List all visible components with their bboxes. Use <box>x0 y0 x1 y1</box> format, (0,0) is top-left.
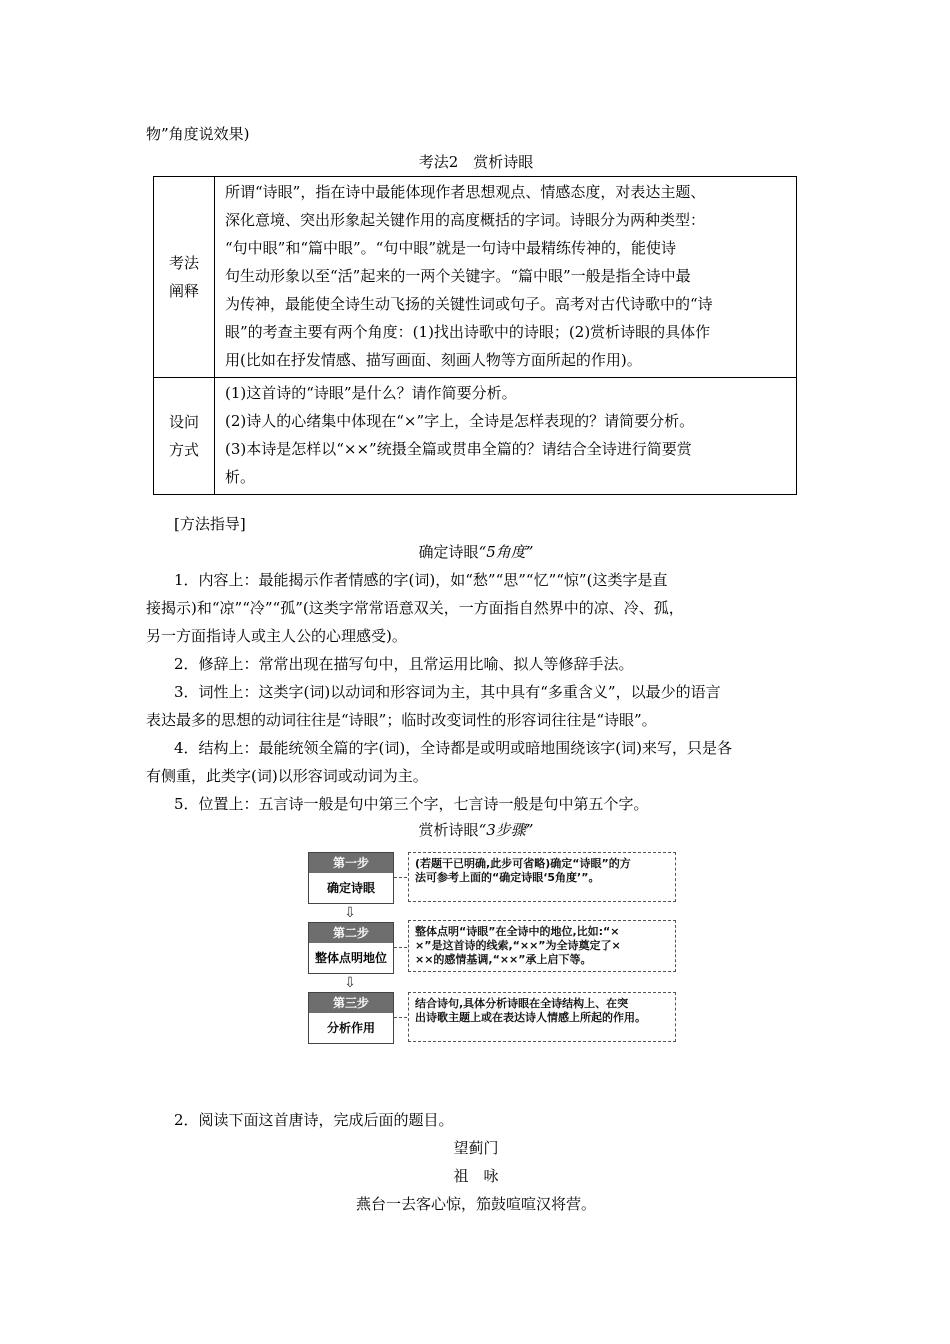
question-text: 2．阅读下面这首唐诗，完成后面的题目。 <box>174 1111 454 1129</box>
angle-line: 表达最多的思想的动词往往是“诗眼”；临时改变词性的形容词往往是“诗眼”。 <box>146 711 657 729</box>
angles-title <box>146 542 806 562</box>
angle-item-2 <box>146 650 806 678</box>
note-line: 出诗歌主题上或在表达诗人情感上所起的作用。 <box>415 1011 646 1024</box>
step-3-note <box>408 992 676 1042</box>
note-line: (若题干已明确,此步可省略)确定“诗眼”的方 <box>415 857 631 870</box>
step-1-connector <box>394 877 407 878</box>
step-2-connector <box>394 947 407 948</box>
table-row-explain <box>154 177 797 378</box>
step-1-note <box>408 852 676 902</box>
poem-title: 望蓟门 <box>453 1139 499 1157</box>
ask-label-line: 方式 <box>168 441 199 459</box>
angle-line: 接揭示)和“凉”“冷”“孤”(这类字常常语意双关，一方面指自然界中的凉、冷、孤， <box>146 599 684 617</box>
down-arrow-icon: ⇩ <box>344 975 356 991</box>
section-title: 考法2 赏析诗眼 <box>418 153 534 171</box>
step-2-head: 第二步 <box>309 923 393 943</box>
method-heading: [方法指导] <box>174 515 246 533</box>
step-2-note <box>408 920 676 972</box>
angle-line: 1．内容上：最能揭示作者情感的字(词)，如“愁”“思”“忆”“惊”(这类字是直 <box>174 571 668 589</box>
angle-line: 4．结构上：最能统领全篇的字(词)，全诗都是或明或暗地围绕该字(词)来写，只是各 <box>174 739 732 757</box>
angle-item-5 <box>146 790 806 818</box>
explain-line: 眼”的考查主要有两个角度：(1)找出诗歌中的诗眼；(2)赏析诗眼的具体作 <box>225 323 711 341</box>
ask-content <box>215 378 797 495</box>
explain-line: 用(比如在抒发情感、描写画面、刻画人物等方面所起的作用)。 <box>225 351 642 369</box>
explain-line: 句生动形象以至“活”起来的一两个关键字。“篇中眼”一般是指全诗中最 <box>225 267 691 285</box>
angle-item-4 <box>146 734 806 790</box>
explain-label-line: 考法 <box>168 254 199 272</box>
angles-title-prefix: 确定诗眼 <box>418 543 479 561</box>
step-3-box <box>308 992 394 1044</box>
ask-label <box>154 378 215 495</box>
note-line: ×”是这首诗的线索,“××”为全诗奠定了× <box>415 939 621 952</box>
ask-line: 析。 <box>225 468 256 486</box>
note-line: ××的感情基调,“××”承上启下等。 <box>415 953 592 966</box>
angle-line: 5．位置上：五言诗一般是句中第三个字，七言诗一般是句中第五个字。 <box>174 795 649 813</box>
method-table <box>153 176 797 495</box>
step-2-box <box>308 922 394 974</box>
explain-label-line: 阐释 <box>168 282 199 300</box>
continued-text: 物”角度说效果) <box>146 125 250 143</box>
angle-line: 3．词性上：这类字(词)以动词和形容词为主，其中具有“多重含义”，以最少的语言 <box>174 683 721 701</box>
explain-line: 深化意境、突出形象起关键作用的高度概括的字词。诗眼分为两种类型： <box>225 211 706 229</box>
step-1-body: 确定诗眼 <box>326 881 375 895</box>
step-3-head: 第三步 <box>309 993 393 1013</box>
note-line: 结合诗句,具体分析诗眼在全诗结构上、在突 <box>415 997 629 1010</box>
step-3-body: 分析作用 <box>326 1021 375 1035</box>
angle-line: 2．修辞上：常常出现在描写句中，且常运用比喻、拟人等修辞手法。 <box>174 655 634 673</box>
ask-label-line: 设问 <box>168 413 199 431</box>
angle-item-3 <box>146 678 806 734</box>
angles-title-suffix: “5角度” <box>478 543 534 561</box>
down-arrow-icon: ⇩ <box>344 905 356 921</box>
explain-content <box>215 177 797 378</box>
step-1-box <box>308 852 394 904</box>
step-3-connector <box>394 1017 407 1018</box>
angle-line: 有侧重，此类字(词)以形容词或动词为主。 <box>146 767 428 785</box>
explain-line: 所谓“诗眼”，指在诗中最能体现作者思想观点、情感态度，对表达主题、 <box>225 183 706 201</box>
poem-line: 燕台一去客心惊，笳鼓喧喧汉将营。 <box>355 1195 596 1213</box>
steps-title-suffix: “3步骤” <box>478 821 534 839</box>
step-2-body: 整体点明地位 <box>314 951 387 965</box>
note-line: 整体点明“诗眼”在全诗中的地位,比如:“× <box>415 925 620 938</box>
table-row-ask <box>154 378 797 495</box>
explain-line: 为传神，最能使全诗生动飞扬的关键性词或句子。高考对古代诗歌中的“诗 <box>225 295 713 313</box>
angle-item-1 <box>146 566 806 650</box>
ask-line: (2)诗人的心绪集中体现在“×”字上，全诗是怎样表现的？请简要分析。 <box>225 412 695 430</box>
angle-line: 另一方面指诗人或主人公的心理感受)。 <box>146 627 407 645</box>
steps-title-prefix: 赏析诗眼 <box>418 821 479 839</box>
ask-line: (3)本诗是怎样以“××”统摄全篇或贯串全篇的？请结合全诗进行简要赏 <box>225 440 692 458</box>
step-1-head: 第一步 <box>309 853 393 873</box>
explain-label <box>154 177 215 378</box>
note-line: 法可参考上面的“确定诗眼‘5角度’”。 <box>415 871 600 884</box>
ask-line: (1)这首诗的“诗眼”是什么？请作简要分析。 <box>225 384 517 402</box>
steps-title <box>146 820 806 840</box>
poem-author: 祖 咏 <box>453 1167 499 1185</box>
explain-line: “句中眼”和“篇中眼”。“句中眼”就是一句诗中最精练传神的，能使诗 <box>225 239 677 257</box>
